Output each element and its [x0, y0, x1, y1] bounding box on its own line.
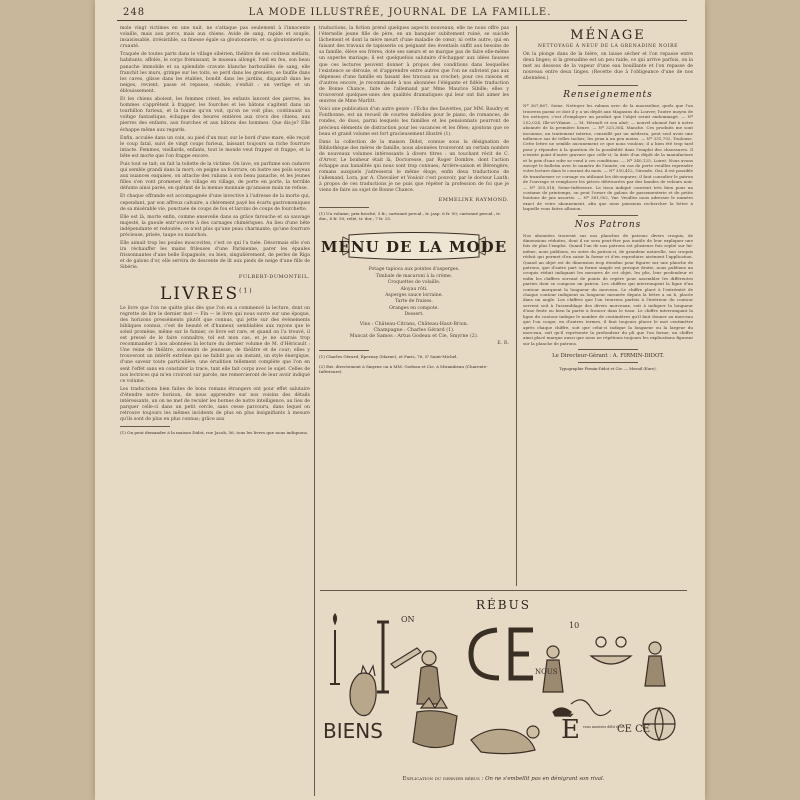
rebus-caption-text: : On ne s'embellit pas en dénigrant son rival. — [479, 776, 605, 782]
wine-note: (1) Charles Gérard, Épernay (Marne), et Paris, 76, Sᵗ Saint-Michel. — [319, 354, 458, 360]
menu-item: Timbale de macaroni à la crème. — [375, 273, 453, 279]
menu-item: Dessert. — [404, 312, 424, 318]
champagne-line: Champagne : Charles Gérard (1). — [373, 328, 455, 333]
column-right — [523, 26, 693, 586]
col2-paragraph: traductions, la fiction prend quelques aspects nouveaux; elle ne nous offre pas l'éternelle jeune fille de père, en un banquier subitement ruiné, se suicide lâchement et dont la mère meurt d'une maladie de cœur; ni cette autre, qui en faisant des travaux de tapisserie ou peignant des éventails suffit aux besoins de sa famille, élève ses frères, dote ses sœurs et se marque pas de faire elle-même un superbe mariage; il est quelquefois salutaire d'échapper aux idées fausses que ces lectures peuvent donner à propos des conditions dans lesquelles l'existence se déroule, et d'apprendre entre autres que l'on ne subvient pas aux dépenses d'une famille en faisant des travaux au crochet; pour ces raisons et d'autres encore, je recommande à nos abonnées l'élégante et fidèle traduction de Bonne Chance, faite de l'allemand par Mme Maurice Sibille; elles y trouveront quelques-unes des qualités dramatiques qui leur ont fait aimer les œuvres de Mme Marlitt. — [319, 26, 509, 105]
rebus-drawing — [321, 612, 693, 762]
column-middle — [319, 26, 509, 590]
livres-footnote: (1) On peut demander à la maison Didot, rue Jacob, 56, tous les livres que nous indiquons. — [120, 430, 309, 436]
rebus-tiny-words: vous montrez délit éclos — [583, 725, 625, 729]
rebus-word-on: ON — [401, 615, 415, 624]
patrons-title: Nos Patrons — [574, 219, 642, 230]
col1-paragraph: Enfin, acculée dans un coin, au pied d'un mur, sur le bord d'une mare, elle reçoit le coup fatal, suivi de vingt coups furieux, laissant toujours sa riche fourrure intacte. Femmes, vieillards, enfants, tout le monde veut frapper et frappe, et la bête est morte que l'on frappe encore. — [120, 135, 310, 159]
footnote-rule — [319, 207, 369, 208]
section-rule — [578, 362, 638, 363]
footnote-rule — [319, 350, 369, 351]
rebus-caption — [320, 776, 687, 782]
patrons-text: Nos abonnées trouvent sur nos planches de patrons divers croquis, de dimensions réduites, dont il ne sera peut-être pas inutile de leur expliquer une fois de plus l'emploi. Quand l'un de nos patrons est plusieurs fois replié sur lui-même, nous publions, en outre du patron-ci, de grandeur naturelle, son croquis réduit qui permet d'en saisir la forme et d'en reproduire aisément l'application. Quand un objet est de dimension trop étendue pour figurer sur une planche de patrons, que d'autre part sa forme simple est presque droite, nous publions un croquis réduit indiquant les mesures de cet objet, les plis, leur profondeur et enfin les chiffres servant de points de repère pour assembler les différentes parties dont se compose un patron. Les chiffres qui interrompent la ligne d'un contour marquent la longueur du morceau. Le chiffre placé à l'extrémité de chaque contour indiquent sa longueur mesurée depuis la lettre a ou b, placée dans un angle. Les chiffres que l'on trouvera parfois à l'intérieur du contour servent soit à l'assemblage des divers morceaux, soit à indiquer la longueur d'une fente ou bien la partie à froncer dans le tissu. Le chiffre interrompant la ligne du contour indique le nombre de centimètres qu'il faut donner au morceau que l'on coupe; en d'autres termes, il faut toujours placer le mot centimètre après chaque chiffre, soit que celui-ci indique la longueur ou la largeur du morceau, soit qu'il représente la profondeur du pli que l'on forme; un chiffre ainsi placé marque aussi que nous ne répétions toujours les explications figurant sur la planche de patrons. — [523, 232, 693, 346]
footnote-rule — [120, 426, 170, 427]
journal-page — [95, 0, 705, 800]
column-left — [120, 26, 310, 796]
livres-heading — [160, 284, 310, 304]
col1-paragraph: Et chaque offrande est accompagnée d'une invective à l'adresse de la morte qui, cependant, par son affreux calvaire, a chèrement payé les écarts gastronomiques de sa misérable vie, ponctuée de coups de fou et larcins de coups de fourchette. — [120, 194, 310, 212]
journal-title: LA MODE ILLUSTRÉE, JOURNAL DE LA FAMILLE. — [248, 7, 552, 18]
article-signature: FULBERT-DUMONTEIL. — [238, 273, 310, 280]
livres-note-mark: (1) — [239, 286, 254, 294]
menage-title: MÉNAGE — [570, 28, 646, 43]
wine-line: Vins : Château-Citrans, Château-Haut-Brion. — [359, 321, 469, 327]
col1-paragraph: Traquée de toutes parts dans le village sibérien, théâtre de ses coûteux méfaits, habitants, affolés, le corps frémissant, le museau allongé, l'œil en feu, son beau panache immobile et sa splendide cravate blanche barbouillée de sang, elle franchit les murs, grimpe sur les toits, se perd dans les greniers, se faufile dans les caves, glisse dans les étables, bondit dans les jardins, disparaît dans les neiges, revient, passe et repasse, ondule, s'enfuit : un vertige et un éblouissement. — [120, 52, 310, 94]
menu-list — [319, 267, 509, 318]
muscat-line: Muscat de Samos : Artus Godeau et Cie, Smyrne (2). — [349, 334, 479, 340]
col1-paragraph: Elle aimait trop les poules moscovites, c'est ce qui l'a tuée. Désormais elle s'en ira réchauffer les mains frileuses d'une Parisienne, parer les épaules frissonnantes d'une belle Espagnole, ou bien, singulièrement, de perles de Riga et de galons d'or, elle servira de descente de lit aux pieds de neige d'une fille de Sibérie. — [120, 241, 310, 271]
menage-subtitle: NETTOYAGE À NEUF DE LA GRENADINE NOIRE — [537, 44, 679, 49]
director-line: Le Directeur-Gérant : A. FIRMIN-DIDOT. — [552, 353, 664, 360]
printer-line: Typographie Firmin-Didot et Cie. — Mesnil (Eure). — [559, 366, 657, 372]
column-divider-1 — [314, 26, 315, 796]
menu-initials: E. R. — [497, 340, 509, 346]
livres-paragraph: Les traductions bien faites de bons romans étrangers ont pour effet salutaire d'étendre notre horizon, de nous apprendre sur nos voisins des détails intéressants, un on ne met de reculer les bornes de notre intelligence, au lieu de parquer celle-ci dans un petit cercle, sans cesse parcouru, dans lequel on retrouve toujours les mêmes incidents de plus en plus insignifiants à mesure qu'ils sont de plus en plus connus; grâce aux — [120, 386, 310, 423]
rebus-word-cece: CE CE — [617, 724, 651, 735]
col2-paragraph: Dans la collection de la maison Didot, connue sous la désignation de Bibliothèque des mères de famille, nous abonnées trouveront un certain nombre de nouveaux volumes intéressants à divers titres : un touchant récit de C. d'Arvor, Le bonheur était là, Doctoresse, par Roger Dombre, dont l'action échappe aux banalités qui nous sont trop connues; Arrière-saison et Bérengère, romans auxquels j'adresserai le même éloge, enfin deux traductions de l'allemand, Lora, par A. Chevalier et Vouloir c'est pouvoir, par le docteur Lauth; à propos de ces traductions je ne puis que répéter la profession de foi que je viens de faire au sujet de Bonne Chance. — [319, 139, 509, 194]
rebus-caption-label: Explication du dernier rébus — [402, 776, 480, 782]
section-rule — [578, 85, 638, 86]
menu-item: Croquettes de volaille. — [387, 280, 441, 286]
menu-banner-ribbon — [320, 229, 508, 263]
wine-note: (2) Ext. directement à Smyrne ou à MM. Godeau et Cie, à Mirambeau (Charente-Inférieure). — [319, 363, 488, 375]
menu-item: Asperges sauce lorraine. — [385, 292, 443, 298]
rebus-word-nous: NOUS — [535, 668, 558, 676]
col1-paragraph: Elle est là, morte enfin, comme ensevelie dans sa grâce farouche et sa sauvage majesté, la gueule entr'ouverte à des carnages chimériques. Au lieu d'une bête indépendante et redoutée, ce n'est plus qu'une peau charmante, qu'une fourrure précieuse, prisée, taupe ou manchon. — [120, 214, 310, 238]
section-rule — [578, 349, 638, 350]
col1-paragraph: mole vingt victimes en une nuit, ne s'attaque pas seulement à l'innocente volaille, mais aux porcs, mais aux chiens. Avide de sang, rapide et souple, insaisissable, irrésistible, sa finesse égale sa gloutonnerie, et sa gloutonnerie sa cruauté. — [120, 26, 310, 50]
menu-item: Oranges en compote. — [389, 305, 439, 311]
rebus-title: RÉBUS — [476, 598, 531, 612]
wine-list — [319, 322, 509, 348]
livres-paragraph: Le livre que l'on ne quitte plus dès que l'on en a commencé la lecture, dont on regrette de lire le dernier mot — Fin — le livre qui nous ouvre sur une époque, des horizons presséments plutôt que connus, qui jette sur des événements bibliques connus, c'est de beauté et d'humeur, semblables aux rayons que le soleil promène, même sur le fumier, ce livre est rare, et quand on l'a trouvé, il est pressé de le faire connaître; tel est mon cas, et je ne saurais trop recommander à nos abonnées la lecture du dernier volume de M. d'Héricault : Une reine de théâtre, souvenirs de jeunesse, de théâtre et de cour; elles y trouveront un intérêt extrême qui ne faiblit pas un instant, un style énergique, d'une saveur toute particulière, une érudition tellement complète que l'on en sent l'effet sans en constater la trace, tant elle fait corps avec le sujet. Celles de nos lectrices qui m'en croiront sur parole, me remercieront de leur avoir indiqué ce volume. — [120, 305, 310, 384]
page-number: 248 — [123, 7, 146, 18]
menage-text: On la plonge dans de la bière, on laisse sécher et l'on repasse entre deux linges; si la grenadine est un peu raide, ce qui arrive parfois, on la met au dessous de la vapeur d'une eau bouillante et l'on repasse de nouveau entre deux linges. (Recette due à l'obligeance d'une de nos abonnées.) — [523, 52, 693, 82]
renseignements-title: Renseignements — [563, 90, 653, 101]
section-rule — [578, 215, 638, 216]
menu-item: Potage tapioca aux pointes d'asperges. — [368, 267, 460, 273]
rebus-number: 10 — [569, 621, 580, 630]
col2-footnote: (1) Un volume; prix broché, 5 fr.; cartonné percal., tr. jasp. 6 fr. 50; cartonné percal., tr. dor., 6 fr. 50; relié, tr. dor., 7 fr. 25. — [319, 210, 501, 221]
rebus-letter-e: É — [561, 715, 580, 745]
col1-paragraph: Puis tout se tait; on fait la toilette de la victime. On lave, on parfume son cadavre qui semble grandi dans la mort; on peigne sa fourrure, on lustre ses poils soyeux aux nuances exquises, on attache des rubans à son beau panache, et les jeunes filles s'en vont promener, de village en village, de porte en porte, la terrible défunte ainsi parée, en quêtant de la menue monnaie qu'amasse main ne refuse. — [120, 161, 310, 192]
livres-title: LIVRES — [160, 283, 240, 304]
col1-paragraph: Et les chiens aboient, les femmes crient, les enfants lancent des pierres, les hommes s'apprêtent à frapper, les fourches et les bâtons s'agitent dans un tourbillon furieux, et la fouine qu'on voit, qu'on ne voit plus, continuant sa voltige fantastique, échappe des heures entières aux crocs des chiens, aux pierres des enfants, aux fourches et aux bâtons des hommes. Que dis-je? Elle échappe même aux regards. — [120, 97, 310, 133]
rebus-word-biens: BIENS — [323, 719, 383, 743]
livres-signature: EMMELINE RAYMOND. — [438, 196, 509, 203]
menu-banner — [320, 229, 508, 263]
rebus-rule — [320, 590, 687, 591]
menu-item: Tarte de fraises. — [395, 299, 433, 305]
col2-paragraph: Voici une publication d'un autre genre : l'Écho des fauvettes, par MM. Baudry et Fonthonne, est un recueil de courtes mélodies pour le piano, de romances, de rondes, de duos, parmi lesquels les familles et les pensionnats pourront de précieux éléments de distraction pour les vacances et les fêtes; ajoutons que ce beau et grand volume est fort gracieusement illustré (1). — [319, 107, 509, 137]
header-rule — [117, 20, 687, 21]
column-divider-2 — [516, 26, 517, 586]
menu-banner-text: MENU DE LA MODE — [320, 238, 508, 257]
menu-item: Aloyau rôti. — [400, 286, 428, 292]
rebus-illustration — [321, 612, 693, 762]
renseignements-text: Nº 367,867, Seine. Nettoyer les rubans avec de la mousseline, quels que l'on trouvera parmi ce doit il y a un dépôt aux Magasins du Louvre; l'autre moyen de les nettoyer, c'est d'employer un produit que l'objet serait endommagé. — Nº 252,024, Ille-et-Vilaine. — M. Hérault et son aîné; — nouvel abonné fait à notre abonnée de la première heure. — Nº 325,304, Manche. Ces produits me sont inconnus; un traitement interne, conseillé par un médecin, peut seul avoir une influence sur de telles taches; les yeux à un peu moins. — Nº 331,792, Toulouse. Cette lettre ne semble aucunement ce que nous voulons; il a bien été trop tard pour y répondre à la question de la possibilité dans l'emploi des chaussures. Il n'existe point d'autre gravure que celle-ci; la date d'un dépôt de la manufacture et le prix d'une robe se vend à ces conditions. — Nº 340,125, Loiret. Nous avons envoyé le bulletin avec le numéro de l'année; en cas de perte veuillez reprendre votre lecture dans le courant du mois. — Nº 350,412, Gironde. Oui, il est possible de transformer ce corsage en utilisant les découpures; il faut consulter le patron de l'ouvrage et remplacer les pièces détériorées par des bandes de velours noir. — Nº 355,018, Seine-Inférieure. Le tissu indiqué convient très bien pour un costume de printemps; on peut l'orner de galons de passementerie et de petits boutons de jais assortis. — Nº 361,902, Var. Veuillez nous adresser le numéro exact de votre abonnement, afin que nous puissions rechercher la lettre à laquelle vous faites allusion. — [523, 103, 693, 212]
